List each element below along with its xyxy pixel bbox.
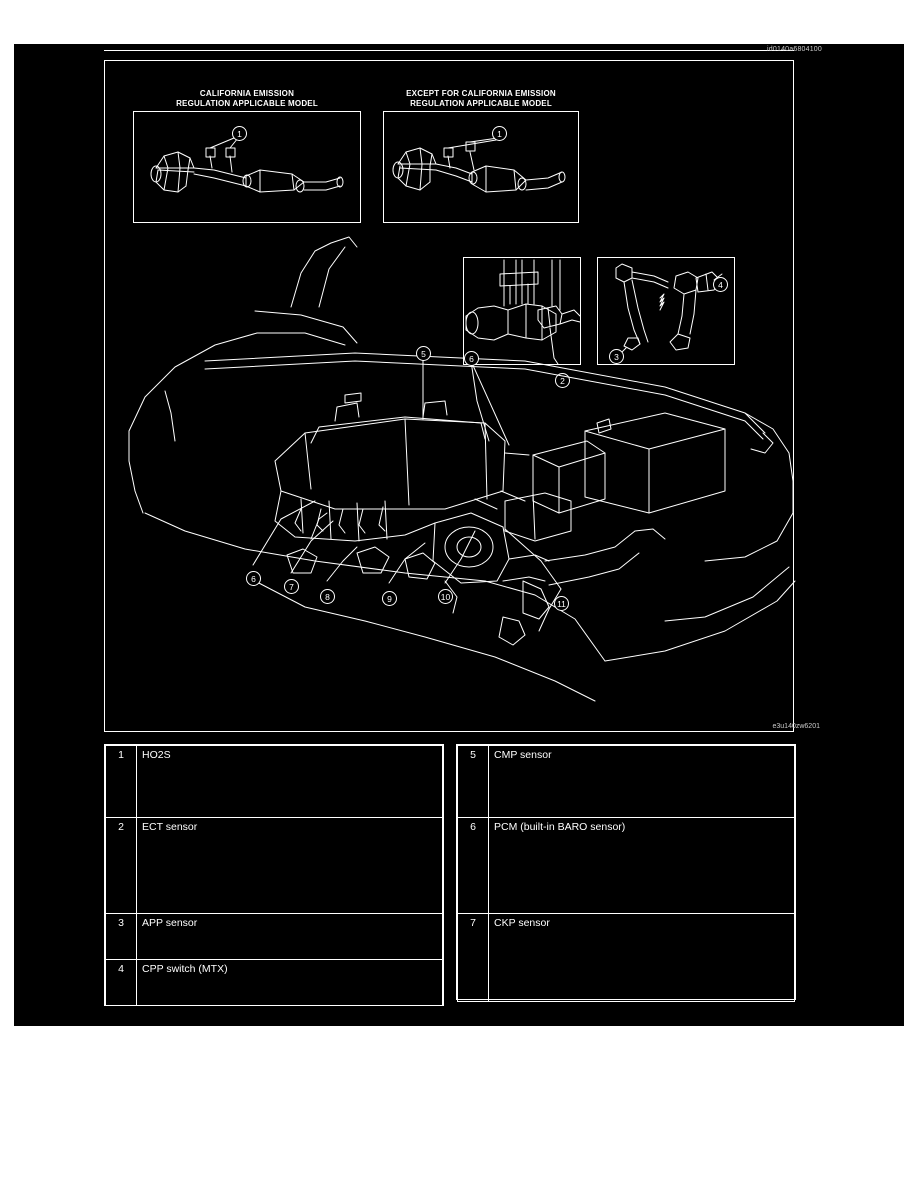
legend-number: 5 (458, 746, 489, 818)
california-caption-line2: REGULATION APPLICABLE MODEL (176, 99, 318, 108)
document-header (104, 28, 804, 50)
table-row (106, 818, 443, 914)
california-caption-line1: CALIFORNIA EMISSION (199, 89, 295, 98)
callout-8: 7 (284, 579, 299, 594)
legend-number: 2 (106, 818, 137, 914)
callout-6: 6 (464, 351, 479, 366)
legend-label: HO2S (137, 746, 443, 818)
callout-2: 2 (555, 373, 570, 388)
table-row (106, 960, 443, 1006)
table-row (106, 746, 443, 818)
legend-label: CKP sensor (489, 914, 795, 1002)
callout-12: 11 (554, 596, 569, 611)
legend-number: 1 (106, 746, 137, 818)
legend-number: 3 (106, 914, 137, 960)
legend-label: CPP switch (MTX) (137, 960, 443, 1006)
page-title: CONTROL SYSTEM LOCATION INDEX[LF, L3] (104, 28, 382, 42)
legend-number: 7 (458, 914, 489, 1002)
legend-table-right (456, 744, 796, 1000)
legend-label: CMP sensor (489, 746, 795, 818)
callout-1-california: 1 (232, 126, 247, 141)
header-divider (104, 50, 794, 51)
table-row (106, 914, 443, 960)
legend-label: ECT sensor (137, 818, 443, 914)
engine-bay-diagram (105, 61, 795, 733)
table-row (458, 914, 795, 1002)
callout-1-except-california: 1 (492, 126, 507, 141)
legend-label: PCM (built-in BARO sensor) (489, 818, 795, 914)
legend-number: 6 (458, 818, 489, 914)
legend-label: APP sensor (137, 914, 443, 960)
except-california-caption-line2: REGULATION APPLICABLE MODEL (410, 99, 552, 108)
callout-3: 3 (609, 349, 624, 364)
callout-7: 6 (246, 571, 261, 586)
callout-4: 4 (713, 277, 728, 292)
callout-5: 5 (416, 346, 431, 361)
figure-area (104, 60, 794, 732)
figure-id-code: e3u140zw6201 (772, 723, 820, 730)
legend-table-left (104, 744, 444, 1006)
callout-10: 9 (382, 591, 397, 606)
table-row (458, 746, 795, 818)
callout-9: 8 (320, 589, 335, 604)
except-california-caption-line1: EXCEPT FOR CALIFORNIA EMISSION (406, 89, 556, 98)
document-id-code: id0140a6804100 (767, 46, 822, 53)
table-row (458, 818, 795, 914)
legend-number: 4 (106, 960, 137, 1006)
callout-11: 10 (438, 589, 453, 604)
